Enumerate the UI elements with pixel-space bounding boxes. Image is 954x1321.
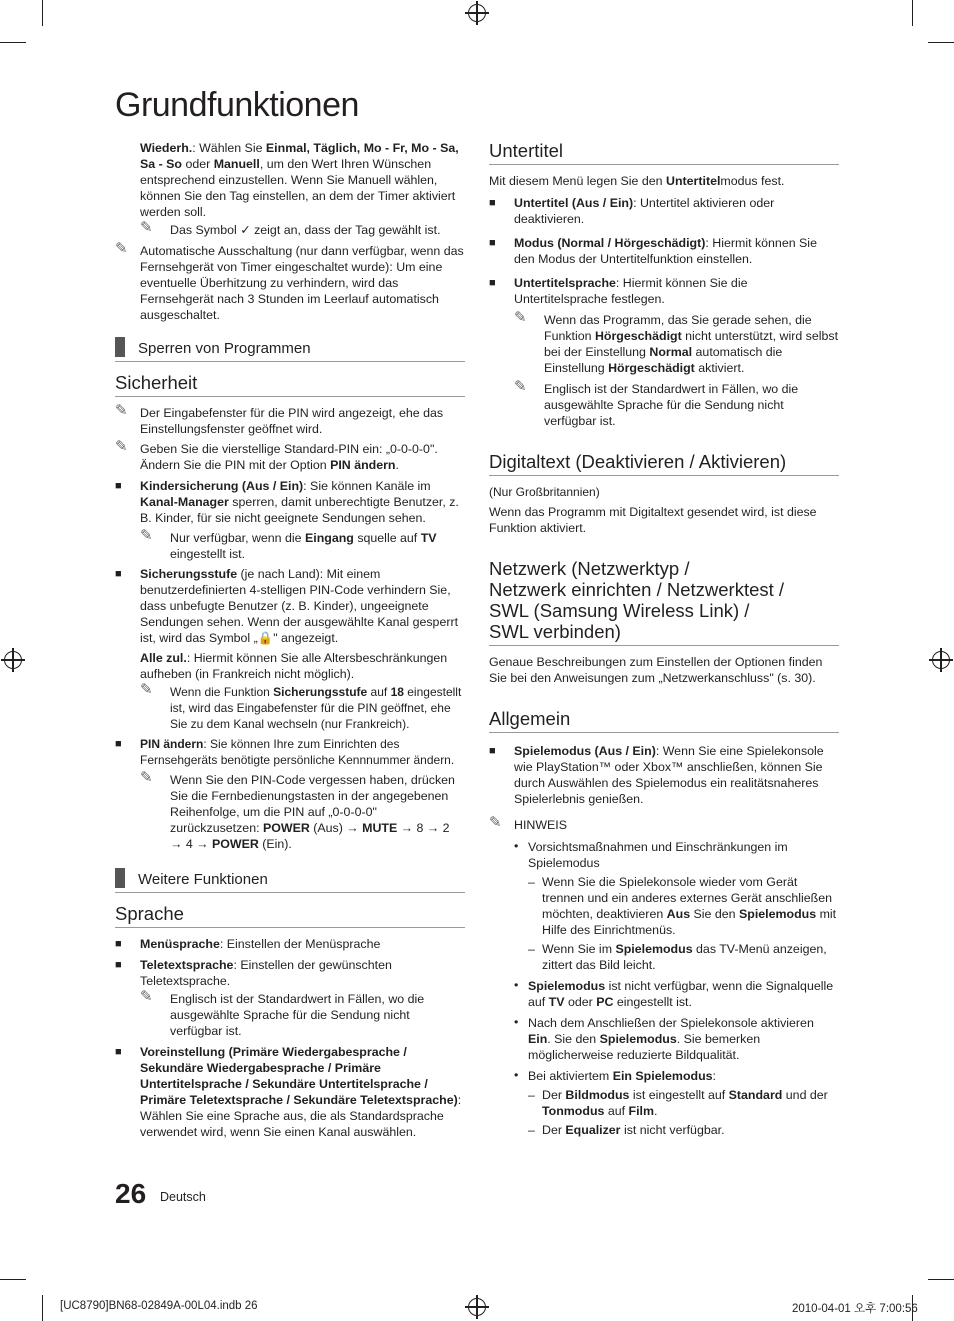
list-item: ■ PIN ändern: Sie können Ihre zum Einrichten des Fernsehgeräts benötigte persönliche Kennnummer ändern. bbox=[115, 737, 455, 767]
note: ✎ HINWEIS bbox=[489, 814, 568, 832]
paragraph: Mit diesem Menü legen Sie den Untertitelmodus fest. bbox=[489, 174, 785, 188]
bullet-square-icon: ■ bbox=[115, 480, 122, 492]
heading: Untertitel bbox=[489, 140, 839, 165]
crop-mark bbox=[928, 42, 954, 43]
list-item: – Der Equalizer ist nicht verfügbar. bbox=[528, 1123, 725, 1137]
heading: Netzwerk (Netzwerktyp / Netzwerk einrichten / Netzwerktest / SWL (Samsung Wireless Link) / SWL verbinden) bbox=[489, 558, 839, 646]
bullet-square-icon: ■ bbox=[115, 959, 122, 971]
list-item: ■ Menüsprache: Einstellen der Menüsprache bbox=[115, 937, 381, 951]
crop-mark bbox=[912, 0, 913, 26]
heading: Digitaltext (Deaktivieren / Aktivieren) bbox=[489, 451, 839, 476]
list-item: ■ Voreinstellung (Primäre Wiedergabesprache / Sekundäre Wiedergabesprache / Primäre Untertitelsprache / Sekundäre Untertitelsprache / Primäre Teletextsprache / Sekundäre Teletextsprache): Wählen Sie eine Sprache aus, die als Standardsprache verwendet wird, wenn Sie einen Kanal auswählen. bbox=[115, 1045, 462, 1139]
note: ✎ Wenn das Programm, das Sie gerade sehen, die Funktion Hörgeschädigt nicht unterstützt, wird selbst bei der Einstellung Normal automatisch die Einstellung Hörgeschädigt aktiviert. bbox=[514, 309, 839, 375]
registration-mark-icon bbox=[4, 651, 22, 669]
heading-bar-icon bbox=[115, 868, 125, 888]
note-pen-icon: ✎ bbox=[140, 219, 153, 236]
left-column bbox=[115, 140, 465, 1140]
note: ✎ Wenn die Funktion Sicherungsstufe auf 18 eingestellt ist, wird das Eingabefenster für die PIN geöffnet, ehe Sie zu dem Kanal wechseln (nur Frankreich). bbox=[140, 681, 462, 731]
bullet-square-icon: ■ bbox=[489, 197, 496, 209]
list-item: – Wenn Sie im Spielemodus das TV-Menü anzeigen, zittert das Bild leicht. bbox=[528, 942, 827, 972]
note-pen-icon: ✎ bbox=[140, 769, 153, 786]
list-item: • Spielemodus ist nicht verfügbar, wenn die Signalquelle auf TV oder PC eingestellt ist. bbox=[514, 978, 834, 1009]
crop-mark bbox=[0, 1279, 26, 1280]
note-pen-icon: ✎ bbox=[514, 378, 527, 395]
note-pen-icon: ✎ bbox=[140, 527, 153, 544]
list-item: ■ Spielemodus (Aus / Ein): Wenn Sie eine Spielekonsole wie PlayStation™ oder Xbox™ anschließen, können Sie durch Auswählen des Spielemodus ein realitätsnaheres Spielerlebnis genießen. bbox=[489, 744, 824, 806]
language-label: Deutsch bbox=[160, 1190, 206, 1204]
list-item: ■ Untertitelsprache: Hiermit können Sie die Untertitelsprache festlegen. bbox=[489, 276, 748, 306]
wiederh-paragraph: Wiederh.: Wählen Sie Einmal, Täglich, Mo - Fr, Mo - Sa, Sa - So oder Manuell, um den Wert Ihren Wünschen entsprechend einzustellen. Wenn Sie Manuell wählen, können Sie den Tag einstellen, an dem der Timer aktiviert werden soll. bbox=[140, 141, 459, 219]
bullet-square-icon: ■ bbox=[489, 237, 496, 249]
bullet-square-icon: ■ bbox=[489, 745, 496, 757]
bullet-square-icon: ■ bbox=[115, 568, 122, 580]
list-item: • Nach dem Anschließen der Spielekonsole aktivieren Ein. Sie den Spielemodus. Sie bemerken möglicherweise reduzierte Bildqualität. bbox=[514, 1015, 814, 1062]
note-pen-icon: ✎ bbox=[140, 988, 153, 1005]
list-item: • Bei aktiviertem Ein Spielemodus: bbox=[514, 1068, 716, 1083]
list-item: ■ Modus (Normal / Hörgeschädigt): Hiermit können Sie den Modus der Untertitelfunktion einstellen. bbox=[489, 236, 817, 266]
note-pen-icon: ✎ bbox=[514, 309, 527, 326]
heading-bar-icon bbox=[115, 337, 125, 357]
registration-mark-icon bbox=[468, 1298, 486, 1316]
paragraph: Wenn das Programm mit Digitaltext gesendet wird, ist diese Funktion aktiviert. bbox=[489, 505, 817, 535]
section-heading: Weitere Funktionen bbox=[115, 868, 465, 893]
file-info: [UC8790]BN68-02849A-00L04.indb 26 bbox=[60, 1300, 258, 1312]
registration-mark-icon bbox=[932, 651, 950, 669]
list-item: • Vorsichtsmaßnahmen und Einschränkungen im Spielemodus bbox=[514, 839, 788, 870]
note: ✎ Nur verfügbar, wenn die Eingang squelle auf TV eingestellt ist. bbox=[140, 527, 437, 561]
note: ✎ Das Symbol ✓ zeigt an, dass der Tag gewählt ist. bbox=[140, 219, 441, 237]
lock-icon: 🔒 bbox=[257, 631, 274, 645]
heading: Allgemein bbox=[489, 708, 839, 733]
list-item: – Wenn Sie die Spielekonsole wieder vom Gerät trennen und ein anderes externes Gerät anschließen möchten, deaktivieren Aus Sie den Spielemodus mit Hilfe des Einrichtmenüs. bbox=[528, 875, 837, 937]
paragraph: Alle zul.: Hiermit können Sie alle Altersbeschränkungen aufheben (in Frankreich nicht möglich). bbox=[140, 651, 448, 681]
print-date: 2010-04-01 오후 7:00:56 bbox=[792, 1303, 918, 1315]
crop-mark bbox=[42, 1295, 43, 1321]
list-item: ■ Kindersicherung (Aus / Ein): Sie können Kanäle im Kanal-Manager sperren, damit unberechtigte Benutzer, z. B. Kinder, für sie nicht geeignete Sendungen sehen. bbox=[115, 479, 459, 525]
note: ✎ Geben Sie die vierstellige Standard-PIN ein: „0-0-0-0". Ändern Sie die PIN mit der Option PIN ändern. bbox=[115, 438, 438, 472]
hinweis-list bbox=[489, 839, 839, 1138]
crop-mark bbox=[928, 1279, 954, 1280]
list-item: – Der Bildmodus ist eingestellt auf Standard und der Tonmodus auf Film. bbox=[528, 1088, 828, 1118]
registration-mark-icon bbox=[468, 4, 486, 22]
crop-mark bbox=[0, 42, 26, 43]
note: ✎ Englisch ist der Standardwert in Fällen, wo die ausgewählte Sprache für die Sendung nicht verfügbar ist. bbox=[514, 378, 799, 428]
paragraph: Genaue Beschreibungen zum Einstellen der Optionen finden Sie bei den Anweisungen zum „Netzwerkanschluss" (s. 30). bbox=[489, 655, 823, 685]
list-item: ■ Teletextsprache: Einstellen der gewünschten Teletextsprache. bbox=[115, 958, 392, 988]
checkmark-icon: ✓ bbox=[240, 223, 251, 237]
note: ✎ Der Eingabefenster für die PIN wird angezeigt, ehe das Einstellungsfenster geöffnet wird. bbox=[115, 402, 444, 436]
section-heading: Sperren von Programmen bbox=[115, 337, 465, 362]
page-title: Grundfunktionen bbox=[115, 86, 359, 124]
note-pen-icon: ✎ bbox=[489, 814, 502, 831]
bullet-square-icon: ■ bbox=[115, 1046, 122, 1058]
heading: Sprache bbox=[115, 903, 465, 928]
page-number: 26 bbox=[115, 1178, 147, 1209]
list-item: ■ Untertitel (Aus / Ein): Untertitel aktivieren oder deaktivieren. bbox=[489, 196, 775, 226]
paragraph: (Nur Großbritannien) bbox=[489, 485, 600, 499]
note-pen-icon: ✎ bbox=[140, 681, 153, 698]
note: ✎ Wenn Sie den PIN-Code vergessen haben, drücken Sie die Fernbedienungstasten in der angegebenen Reihenfolge, um die PIN auf „0-0-0-0" zurückzusetzen: POWER (Aus) → MUTE → 8 → 2 → 4 → POWER (Ein). bbox=[140, 769, 455, 851]
crop-mark bbox=[42, 0, 43, 26]
bullet-square-icon: ■ bbox=[489, 277, 496, 289]
heading: Sicherheit bbox=[115, 372, 465, 397]
note: ✎ Englisch ist der Standardwert in Fällen, wo die ausgewählte Sprache für die Sendung nicht verfügbar ist. bbox=[140, 988, 425, 1038]
bullet-square-icon: ■ bbox=[115, 938, 122, 950]
note-pen-icon: ✎ bbox=[115, 438, 128, 455]
list-item: ■ Sicherungsstufe (je nach Land): Mit einem benutzerdefinierten 4-stelligen PIN-Code verhindern Sie, dass unbefugte Benutzer (z. B. Kinder), ungeeignete Sendungen sehen. Wenn der ausgewählte Kanal gesperrt ist, wird das Symbol „🔒" angezeigt. bbox=[115, 567, 459, 645]
bullet-square-icon: ■ bbox=[115, 738, 122, 750]
note-pen-icon: ✎ bbox=[115, 402, 128, 419]
right-column bbox=[489, 140, 839, 1138]
note-pen-icon: ✎ bbox=[115, 240, 128, 257]
note: ✎ Automatische Ausschaltung (nur dann verfügbar, wenn das Fernsehgerät von Timer eingeschaltet wurde): Um eine eventuelle Überhitzung zu verhindern, wird das Fernsehgerät nach 3 Stunden im Leerlauf automatisch ausgeschaltet. bbox=[115, 240, 464, 322]
